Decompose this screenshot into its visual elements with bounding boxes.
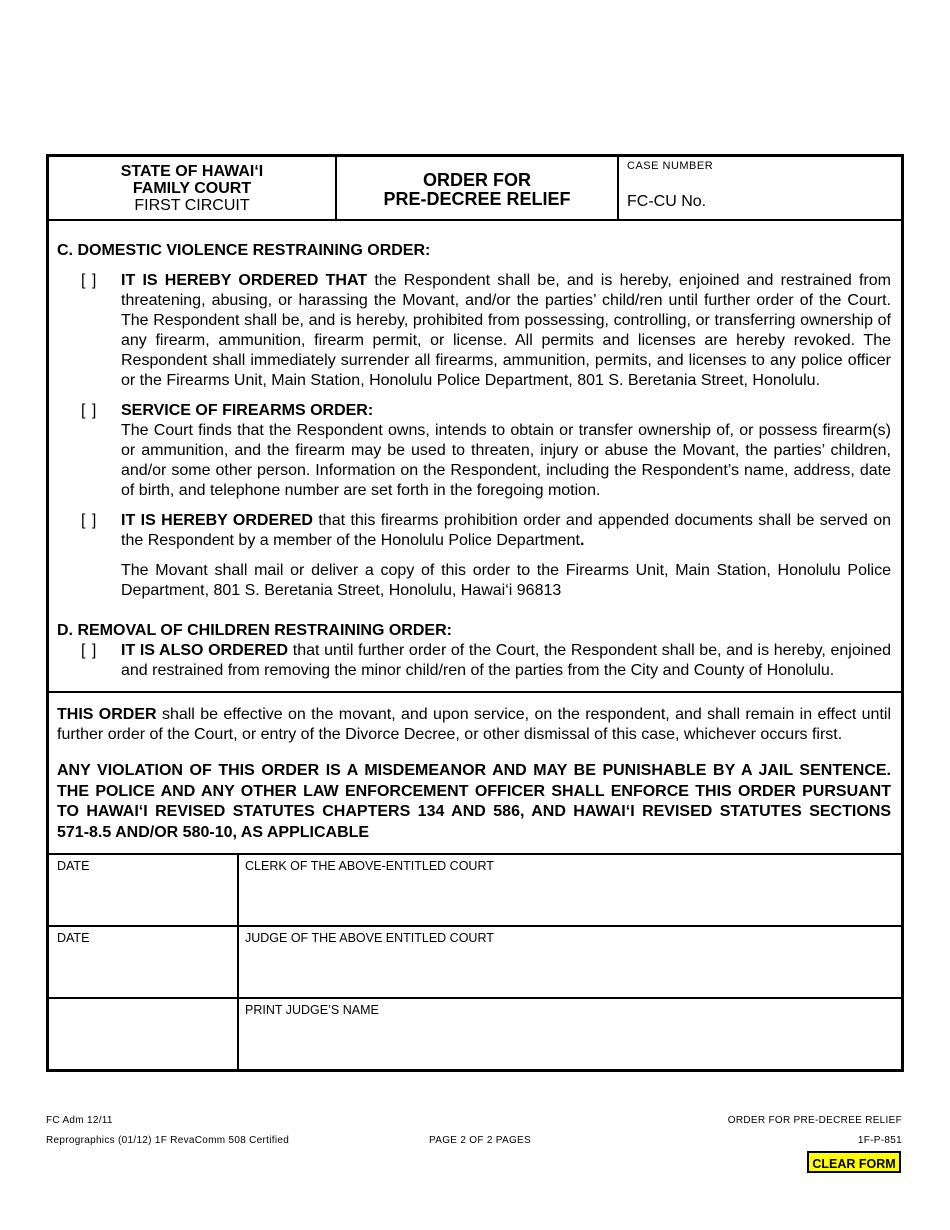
clerk-date-label: DATE: [57, 859, 90, 873]
checkbox-c1[interactable]: [ ]: [81, 272, 98, 289]
section-c-item-3-text: that this firearms prohibition order and appended documents shall be served on the Respondent by a member of the Honolulu Police Department: [121, 512, 892, 549]
section-d-item-1-bold: IT IS ALSO ORDERED: [121, 642, 289, 659]
title-line-1: ORDER FOR: [423, 170, 531, 190]
clerk-signature-label: CLERK OF THE ABOVE-ENTITLED COURT: [245, 859, 494, 873]
section-c-item-3: [57, 511, 891, 551]
section-c-item-2: [57, 401, 891, 501]
section-c-title: C. DOMESTIC VIOLENCE RESTRAINING ORDER:: [57, 242, 431, 259]
judge-name-label: PRINT JUDGE’S NAME: [245, 1003, 379, 1017]
footer-page-number: PAGE 2 OF 2 PAGES: [429, 1135, 531, 1146]
blank-cell: [49, 999, 239, 1069]
judge-signature-label: JUDGE OF THE ABOVE ENTITLED COURT: [245, 931, 494, 945]
section-c-item-3-end: .: [579, 532, 585, 549]
effective-clause: [49, 693, 901, 755]
clerk-signature-field[interactable]: [239, 855, 901, 925]
section-c-item-2-text: The Court finds that the Respondent owns, intends to obtain or transfer ownership of, or possess firearm(s) or ammunition, and the firearm may be used to threaten, injury or abuse the Movant, the parties’ children, and/or some other person. Information on the Respondent, including the Respondent’s name, address, date of birth, and telephone number are set forth in the foregoing motion.: [121, 422, 891, 499]
footer-form-title: ORDER FOR PRE-DECREE RELIEF: [727, 1115, 902, 1126]
judge-date-field[interactable]: [49, 927, 239, 997]
case-number-value[interactable]: FC-CU No.: [627, 193, 707, 210]
order-body: [49, 221, 901, 681]
court-state: STATE OF HAWAI‘I: [120, 163, 264, 180]
section-c-item-2-bold: SERVICE OF FIREARMS ORDER:: [121, 402, 374, 419]
effective-text: shall be effective on the movant, and upon service, on the respondent, and shall remain in effect until further order of the Court, or entry of the Divorce Decree, or other dismissal of this case, whichever occurs first.: [57, 706, 892, 743]
section-d-item-1-text: that until further order of the Court, the Respondent shall be, and is hereby, enjoined and restrained from removing the minor child/ren of the parties from the City and County of Honolulu.: [121, 642, 892, 679]
judge-date-label: DATE: [57, 931, 90, 945]
footer-form-code: 1F-P-851: [857, 1135, 902, 1146]
checkbox-d1[interactable]: [ ]: [81, 642, 98, 659]
violation-warning: ANY VIOLATION OF THIS ORDER IS A MISDEMEANOR AND MAY BE PUNISHABLE BY A JAIL SENTENCE. THE POLICE AND ANY OTHER LAW ENFORCEMENT OFFICER SHALL ENFORCE THIS ORDER PURSUANT TO HAWAI‘I REVISED STATUTES CHAPTERS 134 AND 586, AND HAWAI‘I REVISED STATUTES SECTIONS 571-8.5 AND/OR 580-10, AS APPLICABLE: [57, 762, 891, 841]
section-d-title: D. REMOVAL OF CHILDREN RESTRAINING ORDER:: [57, 622, 452, 639]
judge-signature-field[interactable]: [239, 927, 901, 997]
section-c-item-1-text: the Respondent shall be, and is hereby, enjoined and restrained from threatening, abusing, or harassing the Movant, and/or the parties’ child/ren until further order of the Court. The Respondent shall be, and is hereby, prohibited from possessing, controlling, or transferring ownership of any firearm, ammunition, firearm permit, or license. All permits and licenses are hereby revoked. The Respondent shall immediately surrender all firearms, ammunition, permits, and licenses to any police officer or the Firearms Unit, Main Station, Honolulu Police Department, 801 S. Beretania Street, Honolulu.: [121, 272, 891, 389]
clear-form-button[interactable]: CLEAR FORM: [807, 1151, 901, 1173]
footer-form-id: FC Adm 12/11: [46, 1115, 113, 1126]
section-c-mail-instructions: The Movant shall mail or deliver a copy of this order to the Firearms Unit, Main Station, Honolulu Police Department, 801 S. Beretania Street, Honolulu, Hawai‘i 96813: [121, 562, 891, 599]
document-title: [337, 157, 619, 219]
case-number-label: CASE NUMBER: [627, 160, 714, 172]
checkbox-c3[interactable]: [ ]: [81, 512, 98, 529]
court-type: FAMILY COURT: [132, 180, 252, 197]
signature-row-judge-name: [49, 997, 901, 1072]
form-header: [49, 157, 901, 221]
effective-bold: THIS ORDER: [57, 706, 157, 723]
section-d-item-1: [57, 641, 891, 681]
judge-name-field[interactable]: [239, 999, 901, 1069]
footer-reprographics: Reprographics (01/12) 1F RevaComm 508 Certified: [46, 1135, 290, 1146]
section-c-item-3-bold: IT IS HEREBY ORDERED: [121, 512, 313, 529]
signature-row-clerk: [49, 853, 901, 925]
case-number-field[interactable]: [619, 157, 901, 219]
court-name-block: [49, 157, 337, 219]
court-circuit: FIRST CIRCUIT: [134, 197, 250, 214]
section-c-item-1: [57, 271, 891, 391]
checkbox-c2[interactable]: [ ]: [81, 402, 98, 419]
clerk-date-field[interactable]: [49, 855, 239, 925]
section-c-item-1-bold: IT IS HEREBY ORDERED THAT: [121, 272, 368, 289]
order-form: [46, 154, 904, 1072]
title-line-2: PRE-DECREE RELIEF: [383, 189, 571, 209]
signature-row-judge: [49, 925, 901, 997]
